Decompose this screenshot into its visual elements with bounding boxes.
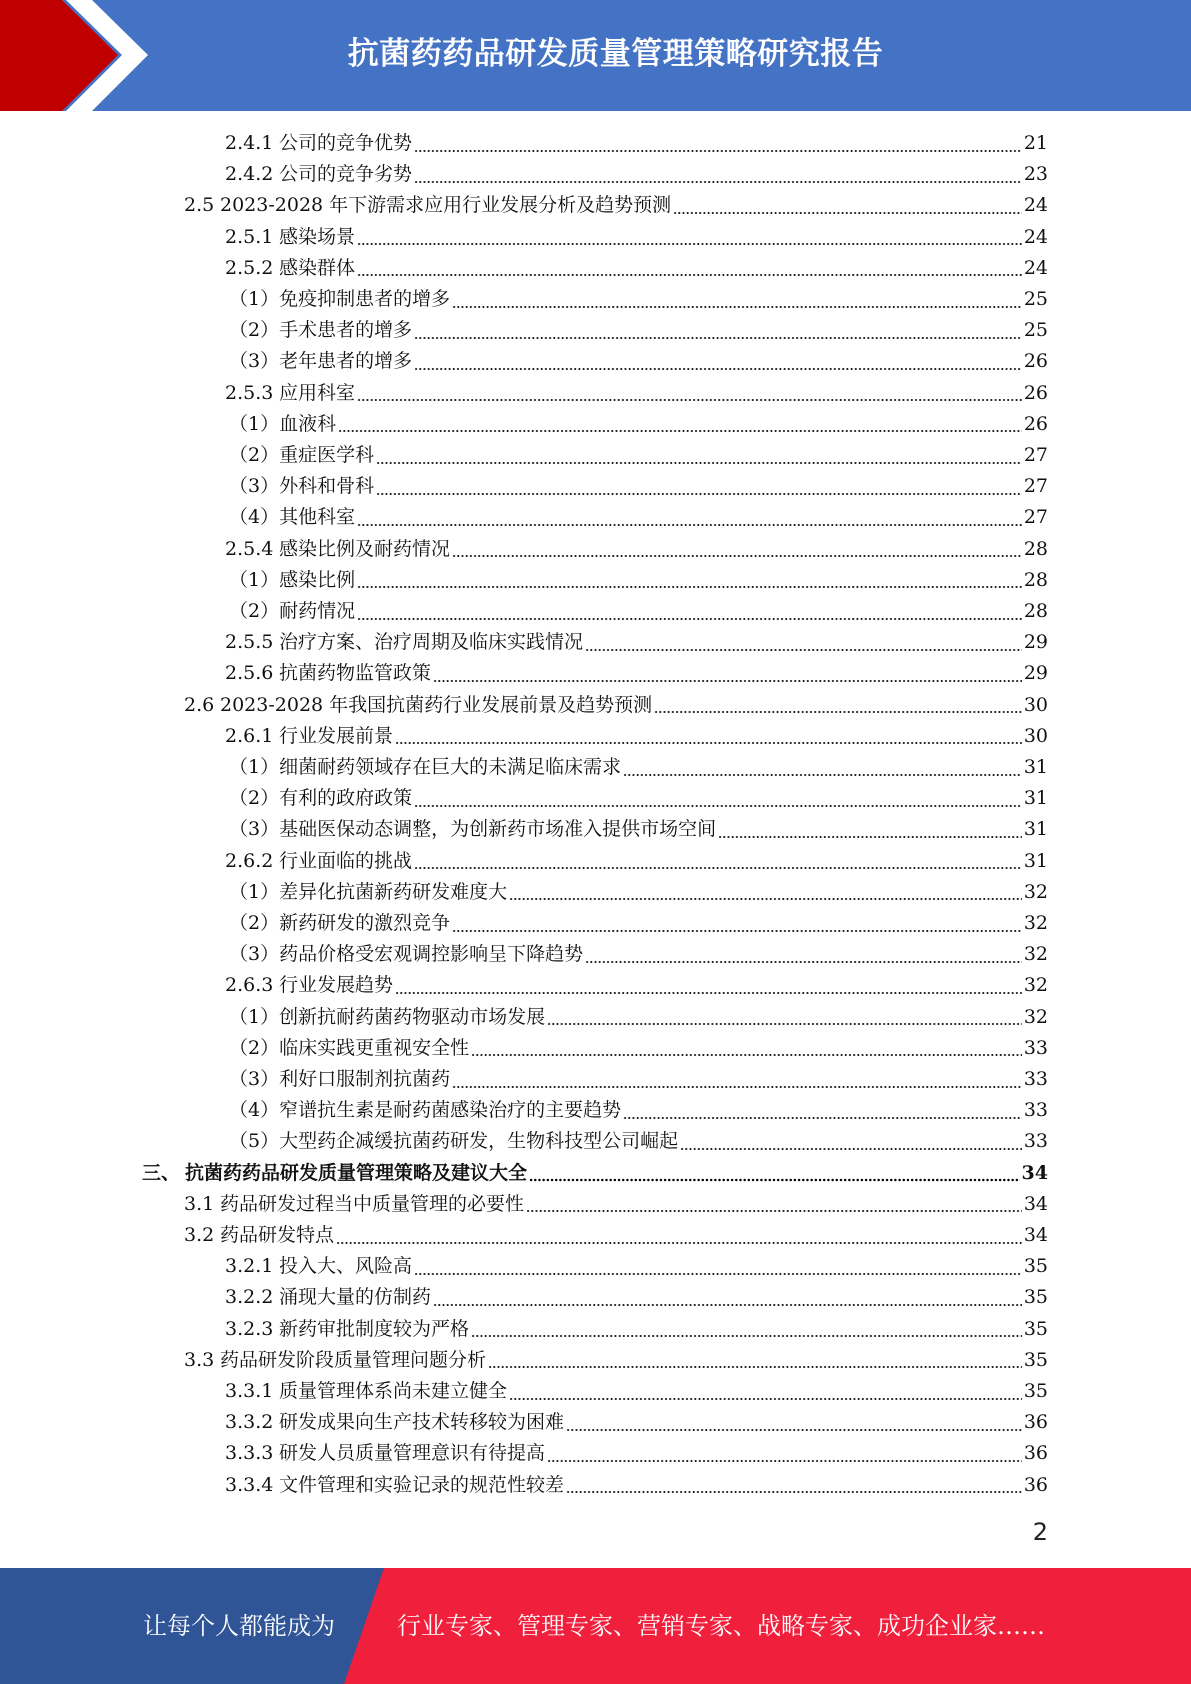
toc-entry-number: 3.2.3 (225, 1317, 274, 1340)
toc-entry[interactable] (225, 222, 1048, 253)
toc-entry[interactable] (229, 939, 1048, 970)
toc-entry-number: （2） (229, 319, 280, 342)
toc-leader-dots (452, 928, 1022, 934)
toc-entry[interactable] (184, 1189, 1048, 1220)
toc-leader-dots (452, 1084, 1022, 1090)
toc-entry-number: （3） (229, 1068, 280, 1090)
toc-leader-dots (433, 1302, 1022, 1308)
toc-entry[interactable] (225, 378, 1048, 409)
toc-entry[interactable] (184, 1220, 1048, 1251)
toc-leader-dots (471, 1333, 1022, 1339)
toc-leader-dots (654, 709, 1022, 715)
toc-leader-dots (585, 959, 1022, 965)
toc-leader-dots (414, 803, 1022, 809)
toc-entry[interactable] (225, 658, 1048, 689)
toc-entry-number: 3.2.1 (225, 1255, 274, 1278)
toc-entry-title: 基础医保动态调整，为创新药市场准入提供市场空间 (279, 818, 717, 841)
toc-entry-page: 26 (1023, 381, 1048, 404)
toc-entry-page: 21 (1023, 132, 1048, 154)
toc-entry[interactable] (225, 1407, 1048, 1438)
toc-entry-page: 24 (1023, 194, 1048, 217)
toc-entry-title: 临床实践更重视安全性 (279, 1036, 470, 1059)
toc-leader-dots (623, 1115, 1022, 1121)
toc-entry[interactable] (225, 846, 1048, 877)
toc-entry-number: 2.5.2 (225, 256, 274, 279)
toc-entry-title: 文件管理和实验记录的规范性较差 (279, 1473, 565, 1496)
toc-entry-page: 28 (1023, 600, 1048, 622)
report-title: 抗菌药药品研发质量管理策略研究报告 (347, 35, 884, 72)
toc-entry[interactable] (225, 721, 1048, 752)
toc-entry-page: 35 (1023, 1286, 1048, 1309)
toc-entry-title: 研发成果向生产技术转移较为困难 (279, 1411, 565, 1434)
toc-entry[interactable] (225, 1438, 1048, 1469)
toc-entry[interactable] (229, 440, 1048, 471)
toc-entry-title: 创新抗耐药菌药物驱动市场发展 (279, 1005, 546, 1028)
toc-entry[interactable] (225, 627, 1048, 658)
toc-leader-dots (357, 272, 1022, 278)
toc-leader-dots (357, 584, 1022, 590)
toc-entry[interactable] (229, 752, 1048, 783)
toc-entry-page: 26 (1023, 412, 1048, 435)
toc-entry-title: 2023-2028 年我国抗菌药行业发展前景及趋势预测 (220, 693, 653, 716)
toc-entry-page: 27 (1023, 444, 1048, 466)
toc-leader-dots (414, 179, 1022, 185)
toc-entry-number: （1） (229, 288, 280, 310)
toc-entry-number: （2） (229, 1036, 280, 1059)
toc-entry-number: 三、 (142, 1161, 181, 1184)
toc-entry-page: 23 (1023, 163, 1048, 186)
toc-entry-page: 32 (1023, 974, 1048, 997)
toc-entry-number: （2） (229, 912, 280, 934)
toc-entry-page: 35 (1023, 1317, 1048, 1340)
toc-entry-page: 26 (1023, 350, 1048, 373)
toc-entry-title: 手术患者的增多 (279, 319, 413, 342)
toc-entry[interactable] (229, 908, 1048, 939)
toc-entry-page: 30 (1023, 693, 1048, 716)
toc-entry-number: （2） (229, 787, 280, 810)
toc-leader-dots (509, 1396, 1022, 1402)
toc-entry-number: （2） (229, 600, 280, 622)
page-number: 2 (1032, 1518, 1048, 1546)
toc-leader-dots (452, 553, 1022, 559)
toc-leader-dots (414, 1271, 1022, 1277)
toc-entry-number: 2.5 (184, 194, 215, 217)
toc-entry-title: 差异化抗菌新药研发难度大 (279, 880, 508, 903)
toc-entry[interactable] (229, 346, 1048, 377)
toc-entry[interactable] (229, 1033, 1048, 1064)
toc-leader-dots (718, 834, 1022, 840)
toc-entry-title: 投入大、风险高 (279, 1255, 413, 1278)
toc-entry-page: 36 (1023, 1473, 1048, 1496)
toc-entry-page: 27 (1023, 475, 1048, 498)
toc-entry-page: 35 (1023, 1348, 1048, 1371)
toc-entry-title: 质量管理体系尚未建立健全 (279, 1380, 508, 1402)
toc-entry-number: 2.6.1 (225, 724, 274, 747)
toc-entry[interactable] (229, 1002, 1048, 1033)
toc-entry[interactable] (184, 1345, 1048, 1376)
toc-entry-number: 3.2.2 (225, 1286, 274, 1309)
toc-entry[interactable] (225, 1376, 1048, 1407)
toc-entry-page: 29 (1023, 631, 1048, 654)
toc-entry-title: 应用科室 (279, 381, 356, 404)
toc-leader-dots (526, 1208, 1022, 1214)
toc-entry-title: 研发人员质量管理意识有待提高 (279, 1442, 546, 1465)
toc-entry-page: 33 (1023, 1036, 1048, 1059)
footer-banner (0, 1568, 1191, 1684)
toc-entry-title: 治疗方案、治疗周期及临床实践情况 (279, 631, 584, 654)
toc-leader-dots (529, 1177, 1020, 1183)
toc-entry[interactable] (142, 1158, 1048, 1189)
toc-entry[interactable] (225, 159, 1048, 190)
toc-entry-page: 33 (1023, 1099, 1048, 1122)
toc-entry-number: 2.5.5 (225, 631, 274, 654)
toc-entry-title: 有利的政府政策 (279, 787, 413, 810)
toc-entry-number: 2.6.2 (225, 849, 274, 872)
toc-entry-number: （3） (229, 818, 280, 841)
toc-entry[interactable] (229, 502, 1048, 533)
toc-entry-title: 感染群体 (279, 256, 356, 279)
toc-leader-dots (488, 1364, 1022, 1370)
toc-entry-page: 28 (1023, 568, 1048, 591)
report-header (0, 0, 1191, 111)
toc-entry-title: 窄谱抗生素是耐药菌感染治疗的主要趋势 (279, 1099, 622, 1122)
toc-entry-number: （4） (229, 1099, 280, 1122)
toc-entry-number: 3.2 (184, 1224, 215, 1246)
toc-entry-page: 25 (1023, 288, 1048, 310)
toc-entry-title: 其他科室 (279, 506, 356, 529)
toc-entry-number: 3.1 (184, 1192, 215, 1215)
footer-slogan-right: 行业专家、管理专家、营销专家、战略专家、成功企业家…… (397, 1612, 1045, 1640)
toc-entry-page: 33 (1023, 1068, 1048, 1090)
toc-entry[interactable] (229, 783, 1048, 814)
toc-leader-dots (566, 1427, 1022, 1433)
toc-entry-number: 2.5.1 (225, 225, 274, 248)
toc-leader-dots (452, 304, 1022, 310)
toc-entry-title: 行业面临的挑战 (279, 849, 413, 872)
toc-entry-number: （5） (229, 1130, 280, 1153)
toc-leader-dots (414, 335, 1022, 341)
toc-entry[interactable] (229, 1095, 1048, 1126)
toc-entry[interactable] (184, 190, 1048, 221)
toc-entry-number: 2.6 (184, 693, 215, 716)
toc-entry-title: 抗菌药物监管政策 (279, 662, 432, 685)
toc-entry-title: 药品价格受宏观调控影响呈下降趋势 (279, 943, 584, 966)
toc-entry[interactable] (229, 877, 1048, 908)
toc-entry-number: 2.4.1 (225, 132, 274, 154)
toc-entry-title: 外科和骨科 (279, 475, 375, 498)
toc-entry[interactable] (229, 565, 1048, 596)
toc-leader-dots (414, 148, 1022, 154)
toc-entry-page: 33 (1023, 1130, 1048, 1153)
toc-leader-dots (357, 241, 1022, 247)
toc-entry[interactable] (229, 471, 1048, 502)
toc-entry-page: 35 (1023, 1255, 1048, 1278)
toc-leader-dots (623, 772, 1022, 778)
toc-entry-title: 新药研发的激烈竞争 (279, 912, 451, 934)
toc-leader-dots (414, 366, 1022, 372)
toc-entry-title: 抗菌药药品研发质量管理策略及建议大全 (185, 1161, 528, 1184)
toc-entry-title: 感染场景 (279, 225, 356, 248)
toc-entry-title: 老年患者的增多 (279, 350, 413, 373)
toc-entry-number: 3.3.2 (225, 1411, 274, 1434)
toc-leader-dots (395, 740, 1022, 746)
toc-entry[interactable] (229, 409, 1048, 440)
toc-entry-number: （1） (229, 756, 280, 778)
toc-leader-dots (433, 678, 1022, 684)
toc-entry-title: 药品研发过程当中质量管理的必要性 (220, 1192, 525, 1215)
toc-leader-dots (680, 1146, 1022, 1152)
toc-entry[interactable] (184, 690, 1048, 721)
toc-entry[interactable] (225, 1282, 1048, 1313)
toc-entry[interactable] (225, 128, 1048, 159)
toc-entry-number: 2.5.3 (225, 381, 274, 404)
toc-leader-dots (585, 647, 1022, 653)
toc-entry-page: 32 (1023, 1005, 1048, 1028)
toc-entry[interactable] (225, 1251, 1048, 1282)
toc-entry-title: 重症医学科 (279, 444, 375, 466)
toc-leader-dots (547, 1021, 1022, 1027)
toc-leader-dots (357, 616, 1022, 622)
toc-entry-title: 免疫抑制患者的增多 (279, 288, 451, 310)
toc-entry-number: 3.3.1 (225, 1380, 274, 1402)
toc-entry-title: 公司的竞争劣势 (279, 163, 413, 186)
toc-entry[interactable] (225, 970, 1048, 1001)
toc-entry-page: 34 (1023, 1224, 1048, 1246)
toc-entry-number: （3） (229, 943, 280, 966)
toc-leader-dots (673, 210, 1022, 216)
toc-entry-page: 31 (1023, 849, 1048, 872)
toc-entry-page: 24 (1023, 256, 1048, 279)
toc-leader-dots (395, 990, 1022, 996)
toc-entry[interactable] (229, 1064, 1048, 1095)
toc-entry-page: 27 (1023, 506, 1048, 529)
toc-entry-number: （1） (229, 568, 280, 591)
toc-leader-dots (566, 1489, 1022, 1495)
toc-entry-page: 29 (1023, 662, 1048, 685)
toc-leader-dots (338, 428, 1022, 434)
toc-entry-page: 35 (1023, 1380, 1048, 1402)
toc-entry-page: 32 (1023, 912, 1048, 934)
toc-leader-dots (357, 397, 1022, 403)
toc-leader-dots (547, 1458, 1022, 1464)
toc-entry-number: 2.5.6 (225, 662, 274, 685)
toc-entry[interactable] (225, 534, 1048, 565)
toc-entry-number: （2） (229, 444, 280, 466)
toc-entry-number: （3） (229, 475, 280, 498)
toc-entry-title: 耐药情况 (279, 600, 356, 622)
toc-entry-title: 大型药企减缓抗菌药研发，生物科技型公司崛起 (279, 1130, 679, 1153)
toc-entry-page: 36 (1023, 1411, 1048, 1434)
toc-leader-dots (357, 522, 1022, 528)
toc-entry[interactable] (229, 284, 1048, 315)
toc-entry-number: 3.3 (184, 1348, 215, 1371)
toc-leader-dots (509, 896, 1022, 902)
toc-entry-page: 32 (1023, 943, 1048, 966)
toc-entry[interactable] (229, 315, 1048, 346)
toc-entry-title: 药品研发特点 (220, 1224, 335, 1246)
toc-entry-page: 24 (1023, 225, 1048, 248)
toc-entry[interactable] (229, 1126, 1048, 1157)
toc-entry-title: 行业发展前景 (279, 724, 394, 747)
toc-entry-title: 公司的竞争优势 (279, 132, 413, 154)
toc-entry-number: 2.6.3 (225, 974, 274, 997)
toc-entry-title: 感染比例及耐药情况 (279, 537, 451, 560)
toc-entry-title: 血液科 (279, 412, 337, 435)
toc-entry[interactable] (225, 1470, 1048, 1501)
toc-entry-title: 细菌耐药领域存在巨大的未满足临床需求 (279, 756, 622, 778)
toc-entry-title: 药品研发阶段质量管理问题分析 (220, 1348, 487, 1371)
toc-entry-page: 34 (1023, 1192, 1048, 1215)
toc-entry[interactable] (225, 253, 1048, 284)
toc-entry-title: 涌现大量的仿制药 (279, 1286, 432, 1309)
toc-leader-dots (471, 1052, 1022, 1058)
footer-slogan-left: 让每个人都能成为 (143, 1612, 335, 1640)
toc-entry-page: 30 (1023, 724, 1048, 747)
toc-entry-number: （3） (229, 350, 280, 373)
toc-entry-title: 利好口服制剂抗菌药 (279, 1068, 451, 1090)
toc-entry-title: 行业发展趋势 (279, 974, 394, 997)
toc-entry-page: 31 (1023, 818, 1048, 841)
toc-entry-page: 36 (1023, 1442, 1048, 1465)
toc-entry-page: 31 (1023, 756, 1048, 778)
toc-entry-title: 2023-2028 年下游需求应用行业发展分析及趋势预测 (220, 194, 672, 217)
toc-entry-number: 2.4.2 (225, 163, 274, 186)
toc-entry-page: 25 (1023, 319, 1048, 342)
toc-entry-number: （1） (229, 1005, 280, 1028)
toc-leader-dots (376, 491, 1022, 497)
toc-entry-number: （4） (229, 506, 280, 529)
toc-entry[interactable] (229, 596, 1048, 627)
toc-entry-page: 28 (1023, 537, 1048, 560)
toc-entry-number: （1） (229, 880, 280, 903)
toc-entry[interactable] (229, 814, 1048, 845)
toc-leader-dots (376, 460, 1022, 466)
toc-leader-dots (336, 1240, 1022, 1246)
toc-entry-number: 3.3.3 (225, 1442, 274, 1465)
toc-entry-page: 32 (1023, 880, 1048, 903)
toc-entry-number: （1） (229, 412, 280, 435)
toc-entry-number: 3.3.4 (225, 1473, 274, 1496)
toc-entry-number: 2.5.4 (225, 537, 274, 560)
toc-entry-page: 31 (1023, 787, 1048, 810)
toc-entry-page: 34 (1021, 1161, 1048, 1184)
toc-entry[interactable] (225, 1314, 1048, 1345)
toc-entry-title: 新药审批制度较为严格 (279, 1317, 470, 1340)
toc-leader-dots (414, 865, 1022, 871)
toc-entry-title: 感染比例 (279, 568, 356, 591)
